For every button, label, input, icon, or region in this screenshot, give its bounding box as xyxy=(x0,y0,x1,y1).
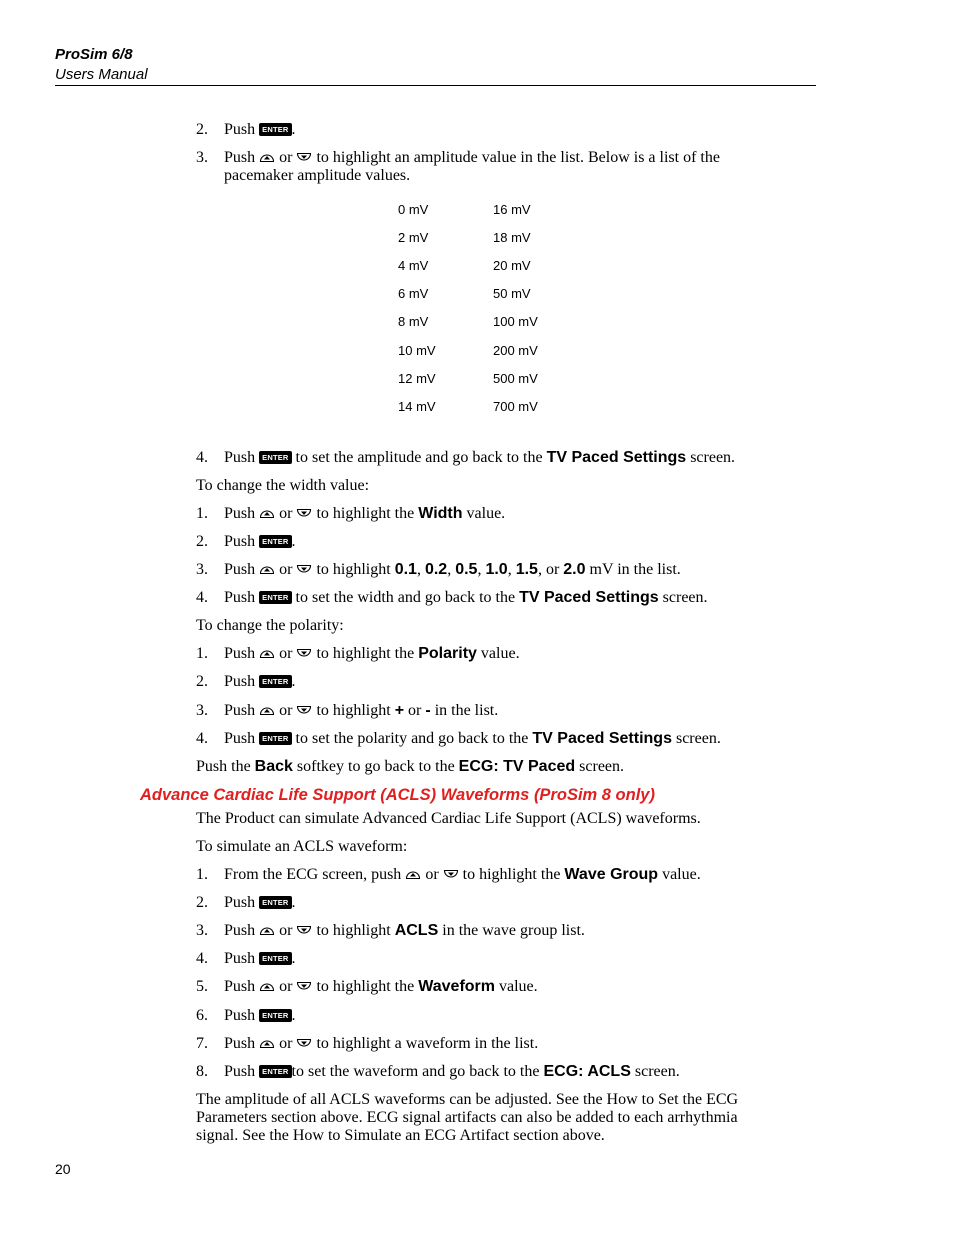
step-amp-3: Push or to highlight an amplitude value in the list. Below is a list of the xyxy=(224,149,720,166)
step-polarity-2: Push ENTER . xyxy=(224,673,296,690)
down-arrow-key-icon xyxy=(296,981,312,992)
enter-key-icon: ENTER xyxy=(259,1009,291,1022)
amplitude-cell: 14 mV xyxy=(398,398,436,414)
step-number: 4. xyxy=(196,730,208,747)
amplitude-cell: 700 mV xyxy=(493,398,538,414)
width-value: 0.2 xyxy=(424,561,448,578)
polarity-intro: To change the polarity: xyxy=(196,617,344,634)
enter-key-icon: ENTER xyxy=(259,675,291,688)
width-value: 1.0 xyxy=(485,561,508,578)
up-arrow-key-icon xyxy=(259,981,275,992)
step-number: 2. xyxy=(196,121,208,138)
acls-intro: The Product can simulate Advanced Cardiac Life Support (ACLS) waveforms. xyxy=(196,810,701,827)
enter-key-icon: ENTER xyxy=(259,535,291,548)
step-number: 2. xyxy=(196,533,208,550)
step-polarity-3: Push or to highlight + or - in the list. xyxy=(224,702,499,719)
up-arrow-key-icon xyxy=(259,925,275,936)
enter-key-icon: ENTER xyxy=(259,1065,291,1078)
amplitude-cell: 12 mV xyxy=(398,370,436,386)
step-polarity-4: Push ENTER to set the polarity and go back to the TV Paced Settings screen. xyxy=(224,730,721,747)
step-number: 2. xyxy=(196,673,208,690)
up-arrow-key-icon xyxy=(259,705,275,716)
page-number: 20 xyxy=(55,1161,71,1177)
step-number: 7. xyxy=(196,1035,208,1052)
step-acls-2: Push ENTER . xyxy=(224,894,296,911)
enter-key-icon: ENTER xyxy=(259,952,291,965)
acls-intro-2: To simulate an ACLS waveform: xyxy=(196,838,408,855)
amplitude-cell: 4 mV xyxy=(398,258,429,274)
up-arrow-key-icon xyxy=(405,869,421,880)
up-arrow-key-icon xyxy=(259,648,275,659)
amplitude-cell: 50 mV xyxy=(493,286,531,302)
down-arrow-key-icon xyxy=(443,869,459,880)
step-amp-4: Push ENTER to set the amplitude and go back to the TV Paced Settings screen. xyxy=(224,449,736,466)
step-acls-5: Push or to highlight the Waveform value. xyxy=(224,978,538,995)
amplitude-cell: 18 mV xyxy=(493,230,531,246)
step-width-2: Push ENTER . xyxy=(224,533,296,550)
amplitude-cell: 100 mV xyxy=(493,314,538,330)
step-width-3: Push or to highlight 0.1, 0.2, 0.5, 1.0, 1.5, or 2.0 mV in the list. xyxy=(224,561,681,578)
step-number: 3. xyxy=(196,561,208,578)
step-width-4: Push ENTER to set the width and go back to the TV Paced Settings screen. xyxy=(224,589,708,606)
amplitude-cell: 10 mV xyxy=(398,342,436,358)
enter-key-icon: ENTER xyxy=(259,123,291,136)
down-arrow-key-icon xyxy=(296,564,312,575)
amplitude-cell: 500 mV xyxy=(493,370,538,386)
step-number: 3. xyxy=(196,922,208,939)
width-value: 0.1 xyxy=(394,561,417,578)
amplitude-cell: 200 mV xyxy=(493,342,538,358)
up-arrow-key-icon xyxy=(259,508,275,519)
step-number: 8. xyxy=(196,1063,208,1080)
step-acls-4: Push ENTER . xyxy=(224,950,296,967)
down-arrow-key-icon xyxy=(296,1038,312,1049)
step-acls-7: Push or to highlight a waveform in the list. xyxy=(224,1035,539,1052)
step-amp-2: Push ENTER . xyxy=(224,121,296,138)
step-width-1: Push or to highlight the Width value. xyxy=(224,505,506,522)
step-number: 5. xyxy=(196,978,208,995)
down-arrow-key-icon xyxy=(296,705,312,716)
step-number: 1. xyxy=(196,645,208,662)
down-arrow-key-icon xyxy=(296,648,312,659)
amplitude-cell: 16 mV xyxy=(493,202,531,217)
back-softkey-instruction: Push the Back softkey to go back to the ECG: TV Paced screen. xyxy=(196,758,625,775)
step-number: 3. xyxy=(196,149,208,166)
width-value: 1.5 xyxy=(515,561,538,578)
step-number: 4. xyxy=(196,589,208,606)
width-value: 2.0 xyxy=(563,561,586,578)
acls-paragraph-line-3: signal. See the How to Simulate an ECG Artifact section above. xyxy=(196,1127,605,1144)
down-arrow-key-icon xyxy=(296,508,312,519)
step-number: 4. xyxy=(196,449,208,466)
amplitude-cell: 2 mV xyxy=(398,230,429,246)
enter-key-icon: ENTER xyxy=(259,732,291,745)
header-doc-title: Users Manual xyxy=(55,66,148,83)
step-acls-3: Push or to highlight ACLS in the wave group list. xyxy=(224,922,585,939)
enter-key-icon: ENTER xyxy=(259,451,291,464)
width-intro: To change the width value: xyxy=(196,477,370,494)
step-number: 2. xyxy=(196,894,208,911)
down-arrow-key-icon xyxy=(296,925,312,936)
amplitude-cell: 0 mV xyxy=(398,202,429,217)
up-arrow-key-icon xyxy=(259,1038,275,1049)
step-number: 3. xyxy=(196,702,208,719)
header-rule xyxy=(55,85,816,86)
enter-key-icon: ENTER xyxy=(259,896,291,909)
width-value: 0.5 xyxy=(455,561,478,578)
amplitude-cell: 6 mV xyxy=(398,286,429,302)
step-acls-1: From the ECG screen, push or to highlight the Wave Group value. xyxy=(224,866,701,883)
step-number: 6. xyxy=(196,1007,208,1024)
step-number: 1. xyxy=(196,866,208,883)
step-number: 4. xyxy=(196,950,208,967)
down-arrow-key-icon xyxy=(296,152,312,163)
section-heading-acls: Advance Cardiac Life Support (ACLS) Waveforms (ProSim 8 only) xyxy=(140,786,655,804)
amplitude-cell: 20 mV xyxy=(493,258,531,274)
up-arrow-key-icon xyxy=(259,564,275,575)
acls-paragraph-line-2: Parameters section above. ECG signal artifacts can also be added to each arrhythmia xyxy=(196,1109,738,1126)
step-number: 1. xyxy=(196,505,208,522)
step-amp-3-cont: pacemaker amplitude values. xyxy=(224,167,411,184)
step-acls-6: Push ENTER . xyxy=(224,1007,296,1024)
acls-paragraph-line-1: The amplitude of all ACLS waveforms can be adjusted. See the How to Set the ECG xyxy=(196,1091,739,1108)
step-acls-8: Push ENTER to set the waveform and go back to the ECG: ACLS screen. xyxy=(224,1063,680,1080)
enter-key-icon: ENTER xyxy=(259,591,291,604)
up-arrow-key-icon xyxy=(259,152,275,163)
step-polarity-1: Push or to highlight the Polarity value. xyxy=(224,645,520,662)
header-product: ProSim 6/8 xyxy=(55,46,133,63)
amplitude-cell: 8 mV xyxy=(398,314,429,330)
